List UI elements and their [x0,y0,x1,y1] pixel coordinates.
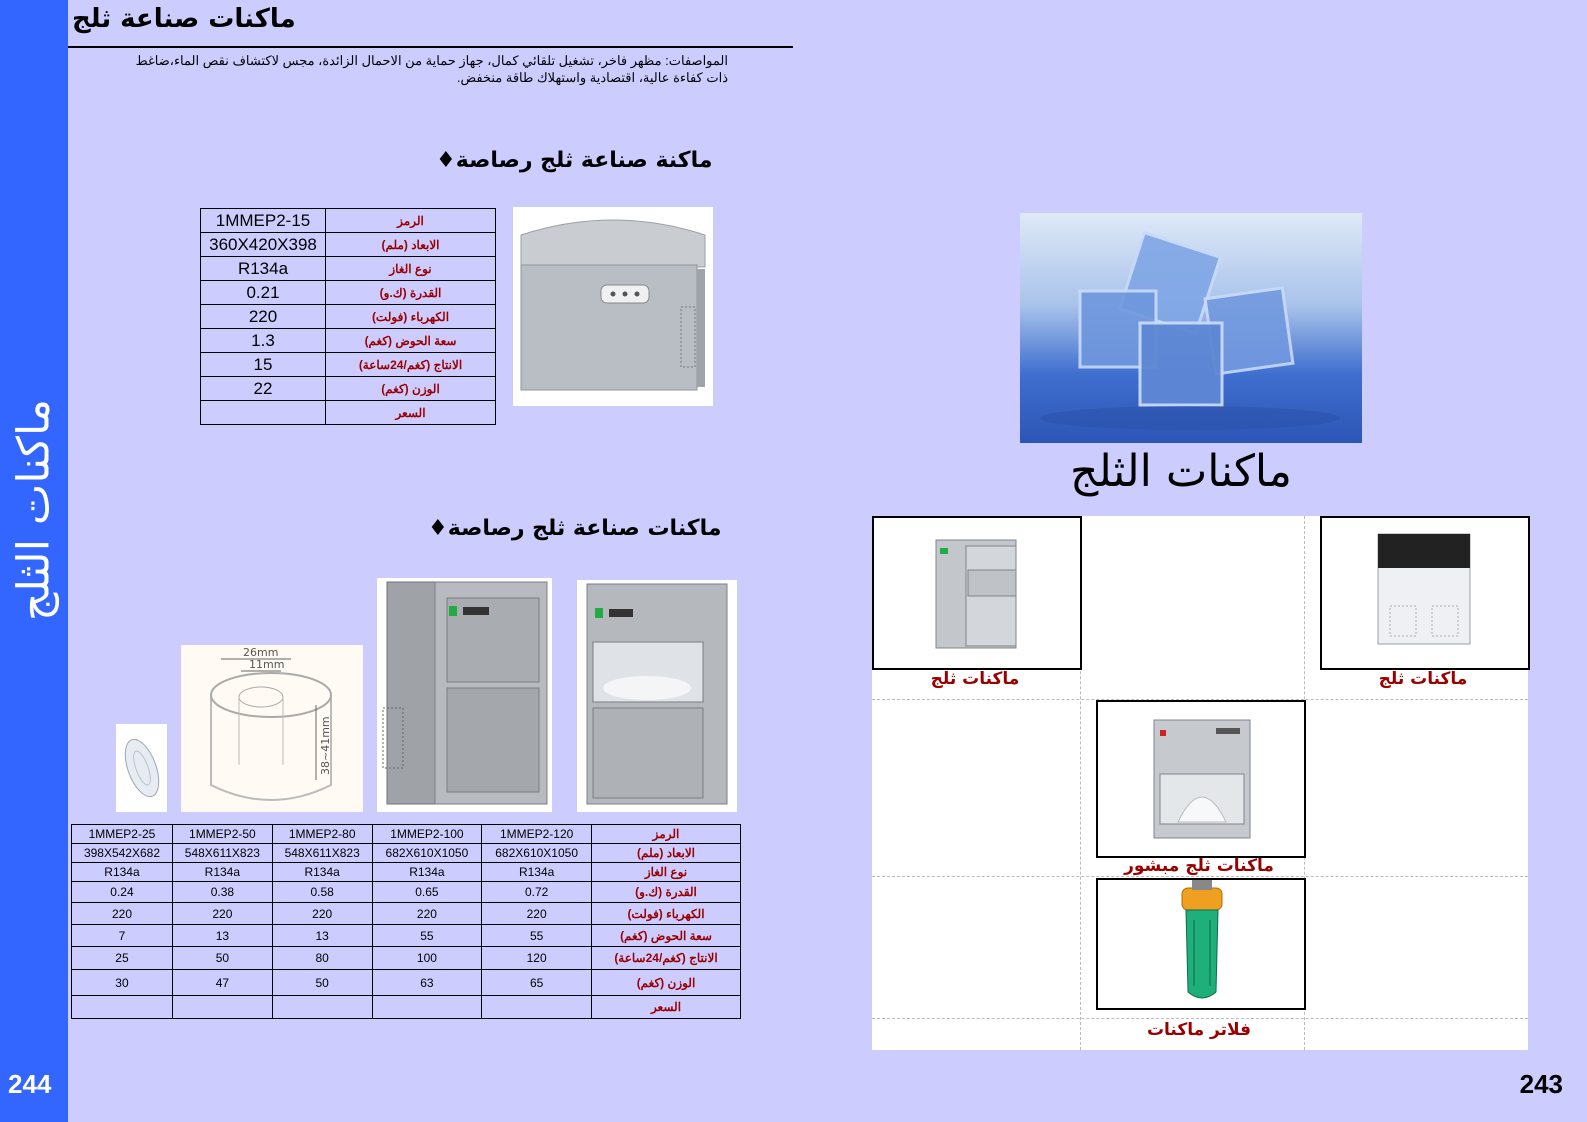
table-row [201,233,496,257]
table-row [72,882,741,903]
spec-label: الابعاد (ملم) [326,233,496,257]
spec-value: 1MMEP2-80 [272,825,372,844]
spec-value [172,996,272,1019]
spec-value: 548X611X823 [272,844,372,863]
spec-value: R134a [172,863,272,882]
spec-value: 50 [272,970,372,996]
spec-value: 0.58 [272,882,372,903]
spec-value [482,996,592,1019]
table-row [72,947,741,970]
table-row [201,377,496,401]
table-row [201,305,496,329]
spec-value: 47 [172,970,272,996]
spec-value: 65 [482,970,592,996]
table-row [72,903,741,925]
spec-label: نوع الغاز [326,257,496,281]
ice-bullet-icon [116,724,167,812]
spec-label: الكهرباء (فولت) [326,305,496,329]
product-tile-bottom[interactable] [1096,878,1306,1010]
spec-label: سعة الحوض (كغم) [592,925,741,947]
section2-spec-table [71,824,741,1019]
spec-value: 0.21 [201,281,326,305]
product-tile-top-right[interactable] [1320,516,1530,670]
flake-ice-maker-icon [1098,702,1304,856]
spec-label: القدرة (ك.و) [592,882,741,903]
product-grid [872,516,1528,1050]
diagram-inner-label: 11mm [249,658,285,671]
spec-value: 682X610X1050 [482,844,592,863]
section2-title: ماكنات صناعة ثلج رصاصة♦ [428,516,722,541]
spec-label: السعر [592,996,741,1019]
spec-value: 15 [201,353,326,377]
table-row [201,257,496,281]
countertop-ice-maker-icon [513,207,713,406]
spec-value: 548X611X823 [172,844,272,863]
stainless-ice-maker-icon [874,518,1080,668]
spec-value: 0.65 [372,882,482,903]
spec-value: R134a [72,863,173,882]
spec-value: 50 [172,947,272,970]
spec-value: 30 [72,970,173,996]
table-row [201,329,496,353]
spec-value: 220 [372,903,482,925]
ice-bullet-photo [116,724,167,812]
ice-cube-diagram-icon [181,645,363,812]
spec-label: الرمز [326,209,496,233]
spec-value [372,996,482,1019]
spec-label: الرمز [592,825,741,844]
table-row [201,209,496,233]
caption-top-right: ماكنات ثلج [1378,669,1468,689]
spec-label: الانتاج (كغم/24ساعة) [592,947,741,970]
spec-value [201,401,326,425]
spec-value: R134a [272,863,372,882]
spec-value [72,996,173,1019]
spec-label: القدرة (ك.و) [326,281,496,305]
table-row [72,844,741,863]
spec-value: 220 [201,305,326,329]
spec-value: 220 [272,903,372,925]
spec-value: 682X610X1050 [372,844,482,863]
product-photo-1mmep2-15 [513,207,713,406]
page-number-left: 244 [8,1069,52,1099]
ice-dimension-diagram [181,645,363,812]
table-row [72,863,741,882]
spec-value: 13 [172,925,272,947]
product-tile-top-left[interactable] [872,516,1082,670]
section1-spec-table [200,208,496,425]
spec-value: 80 [272,947,372,970]
spec-value: 13 [272,925,372,947]
spec-value: 120 [482,947,592,970]
spec-value: 0.38 [172,882,272,903]
spec-value: 25 [72,947,173,970]
caption-bottom: فلاتر ماكنات [1146,1020,1252,1040]
spec-value: 398X542X682 [72,844,173,863]
caption-top-left: ماكنات ثلج [930,669,1020,689]
product-photo-large-b [577,580,737,812]
water-filter-icon [1098,880,1304,1008]
sidebar-title: ماكنات الثلج [8,399,60,621]
spec-value: 1MMEP2-50 [172,825,272,844]
page-number-right: 243 [1519,1069,1563,1099]
table-row [201,401,496,425]
spec-value: 63 [372,970,482,996]
large-ice-maker-icon [377,578,552,812]
header-divider [68,46,793,48]
table-row [72,925,741,947]
spec-label: الانتاج (كغم/24ساعة) [326,353,496,377]
spec-value: 55 [482,925,592,947]
spec-value: R134a [482,863,592,882]
spec-label: الوزن (كغم) [592,970,741,996]
section1-title: ماكنة صناعة ثلج رصاصة♦ [436,148,713,173]
caption-middle: ماكنات ثلج مبشور [1124,856,1274,876]
page-title: ماكنات صناعة ثلج [72,4,296,34]
ice-cubes-icon [1020,213,1362,443]
spec-value: 1MMEP2-25 [72,825,173,844]
spec-value: 0.24 [72,882,173,903]
spec-value [272,996,372,1019]
spec-value: 55 [372,925,482,947]
diagram-width-label: 26mm [243,646,279,659]
spec-value: 220 [72,903,173,925]
spec-value: 1MMEP2-100 [372,825,482,844]
table-row [72,996,741,1019]
table-row [72,970,741,996]
specifications-text: المواصفات: مظهر فاخر، تشغيل تلقائي كمال، جهاز حماية من الاحمال الزائدة، مجس لاكتشاف نقص الماء،ضاغط ذات كفاءة عالية، اقتصادية واستهلاك طاقة منخفض. [135,53,728,85]
spec-label: الكهرباء (فولت) [592,903,741,925]
spec-value: R134a [201,257,326,281]
cube-ice-maker-icon [1322,518,1528,668]
spec-label: سعة الحوض (كغم) [326,329,496,353]
spec-value: 22 [201,377,326,401]
spec-label: السعر [326,401,496,425]
spec-value: 1MMEP2-15 [201,209,326,233]
product-photo-large-a [377,578,552,812]
sidebar [0,0,68,1122]
table-row [72,825,741,844]
table-row [201,281,496,305]
open-ice-maker-icon [577,580,737,812]
spec-value: 1.3 [201,329,326,353]
product-tile-middle[interactable] [1096,700,1306,858]
spec-label: الوزن (كغم) [326,377,496,401]
table-row [201,353,496,377]
spec-value: R134a [372,863,482,882]
hero-title: ماكنات الثلج [1070,446,1292,497]
spec-value: 0.72 [482,882,592,903]
diagram-height-label: 38~41mm [319,716,332,775]
spec-label: الابعاد (ملم) [592,844,741,863]
spec-value: 100 [372,947,482,970]
spec-value: 1MMEP2-120 [482,825,592,844]
spec-value: 220 [482,903,592,925]
spec-value: 7 [72,925,173,947]
ice-cubes-photo [1020,213,1362,443]
spec-value: 360X420X398 [201,233,326,257]
spec-value: 220 [172,903,272,925]
spec-label: نوع الغاز [592,863,741,882]
